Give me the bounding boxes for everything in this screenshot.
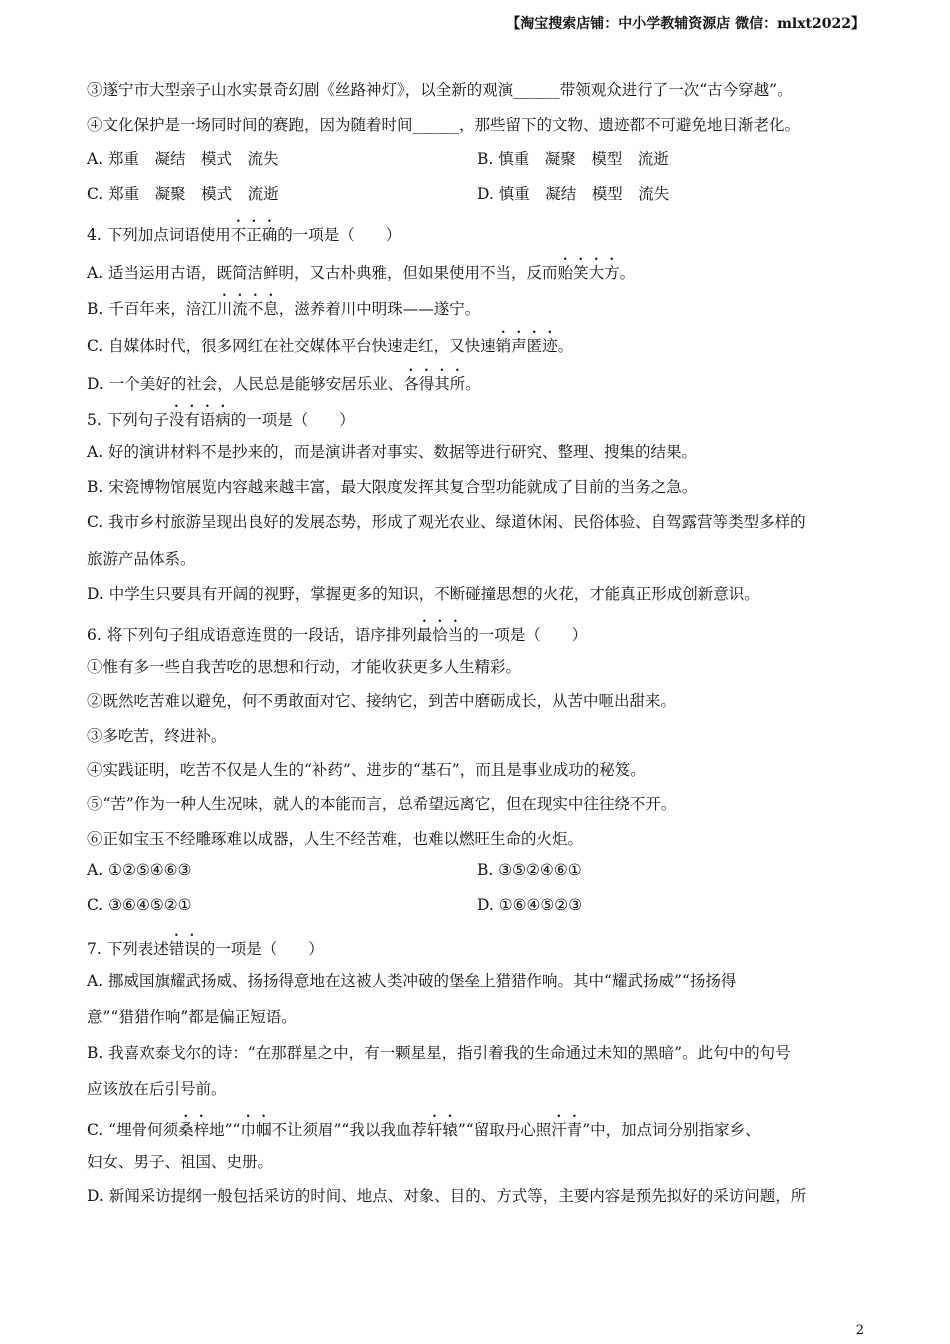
q6-option-d: D. ①⑥④⑤②③ [477,896,583,914]
q4-option-c: C. 自媒体时代，很多网红在社交媒体平台快速走红，又快速销声匿迹。 [87,337,574,355]
emphasized-word: 汗青 [551,1121,583,1139]
emphasized-word: 桑梓 [178,1121,210,1139]
q7-option-b: B. 我喜欢泰戈尔的诗：“在那群星之中，有一颗星星，指引着我的生命通过未知的黑暗”。此句中的句号 [87,1044,791,1062]
q6-sentence-6: ⑥正如宝玉不经雕琢难以成器，人生不经苦难，也难以燃旺生命的火炬。 [87,830,584,848]
q3-option-a: A. 郑重 凝结 模式 流失 [87,150,279,168]
question-4: 4. 下列加点词语使用不正确的一项是（ ） [87,226,402,244]
q6-sentence-5: ⑤“苦”作为一种人生况味，就人的本能而言，总希望远离它，但在现实中往往绕不开。 [87,795,677,813]
page-header: 【淘宝搜索店铺：中小学教辅资源店 微信：mlxt2022】 [506,16,865,32]
q7-option-a: A. 挪威国旗耀武扬威、扬扬得意地在这被人类冲破的堡垒上猎猎作响。其中“耀武扬威”“扬扬得 [87,972,737,990]
q5-option-d: D. 中学生只要具有开阔的视野，掌握更多的知识，不断碰撞思想的火花，才能真正形成创新意识。 [87,585,760,603]
q3-option-c: C. 郑重 凝聚 模式 流逝 [87,185,279,203]
q6-option-c: C. ③⑥④⑤②① [87,896,192,914]
q5-option-c: C. 我市乡村旅游呈现出良好的发展态势，形成了观光农业、绿道休闲、民俗体验、自驾露营等类型多样的 [87,513,806,531]
q6-sentence-3: ③多吃苦，终进补。 [87,727,227,745]
q4-option-b: B. 千百年来，涪江川流不息，滋养着川中明珠——遂宁。 [87,300,481,318]
q3-option-d: D. 慎重 凝结 模型 流失 [477,185,670,203]
q7-option-c: C. “埋骨何须桑梓地”“巾帼不让须眉”“我以我血荐轩辕”“留取丹心照汗青”中，加点词分别指家乡、 [87,1121,761,1139]
q5-option-b: B. 宋瓷博物馆展览内容越来越丰富，最大限度发挥其复合型功能就成了目前的当务之急。 [87,478,698,496]
q4-option-a: A. 适当运用古语，既简洁鲜明，又古朴典雅，但如果使用不当，反而贻笑大方。 [87,264,636,282]
q6-sentence-2: ②既然吃苦难以避免，何不勇敢面对它、接纳它，到苦中磨砺成长，从苦中咂出甜来。 [87,692,677,710]
sentence-4: ④文化保护是一场同时间的赛跑，因为随着时间______，那些留下的文物、遗迹都不可避免地日渐老化。 [87,116,801,134]
emphasized-word: 巾帼 [240,1121,272,1139]
q3-option-b: B. 慎重 凝聚 模型 流逝 [477,150,669,168]
q7-option-a-cont: 意”“猎猎作响”都是偏正短语。 [87,1008,297,1026]
question-6: 6. 将下列句子组成语意连贯的一段话，语序排列最恰当的一项是（ ） [87,626,588,644]
emphasized-word: 川流不息 [216,300,279,318]
sentence-3: ③遂宁市大型亲子山水实景奇幻剧《丝路神灯》，以全新的观演______带领观众进行了一次“古今穿越”。 [87,81,793,99]
q6-sentence-4: ④实践证明，吃苦不仅是人生的“补药”、进步的“基石”，而且是事业成功的秘笈。 [87,761,646,779]
question-5: 5. 下列句子没有语病的一项是（ ） [87,411,355,429]
question-7: 7. 下列表述错误的一项是（ ） [87,940,324,958]
q4-option-d: D. 一个美好的社会，人民总是能够安居乐业、各得其所。 [87,375,481,393]
q7-option-b-cont: 应该放在后引号前。 [87,1080,227,1098]
page-number: 2 [855,1323,864,1338]
q6-sentence-1: ①惟有多一些自我苦吃的思想和行动，才能收获更多人生精彩。 [87,658,522,676]
emphasized-word: 贻笑大方 [557,264,620,282]
q6-option-b: B. ③⑤②④⑥① [477,861,582,879]
q6-option-a: A. ①②⑤④⑥③ [87,861,192,879]
q7-option-d: D. 新闻采访提纲一般包括采访的时间、地点、对象、目的、方式等，主要内容是预先拟好的采访问题，所 [87,1187,807,1205]
q5-option-c-cont: 旅游产品体系。 [87,550,196,568]
emphasized-word: 各得其所 [403,375,466,393]
emphasis-dots: 没有语病 [168,411,231,429]
q7-option-c-cont: 妇女、男子、祖国、史册。 [87,1153,274,1171]
emphasized-word: 销声匿迹 [495,337,558,355]
emphasis-dots: 错误 [168,940,200,958]
emphasized-word: 轩辕 [426,1121,458,1139]
emphasis-dots: 不正确 [230,226,278,244]
q5-option-a: A. 好的演讲材料不是抄来的，而是演讲者对事实、数据等进行研究、整理、搜集的结果。 [87,443,698,461]
emphasis-dots: 最恰当 [416,626,464,644]
